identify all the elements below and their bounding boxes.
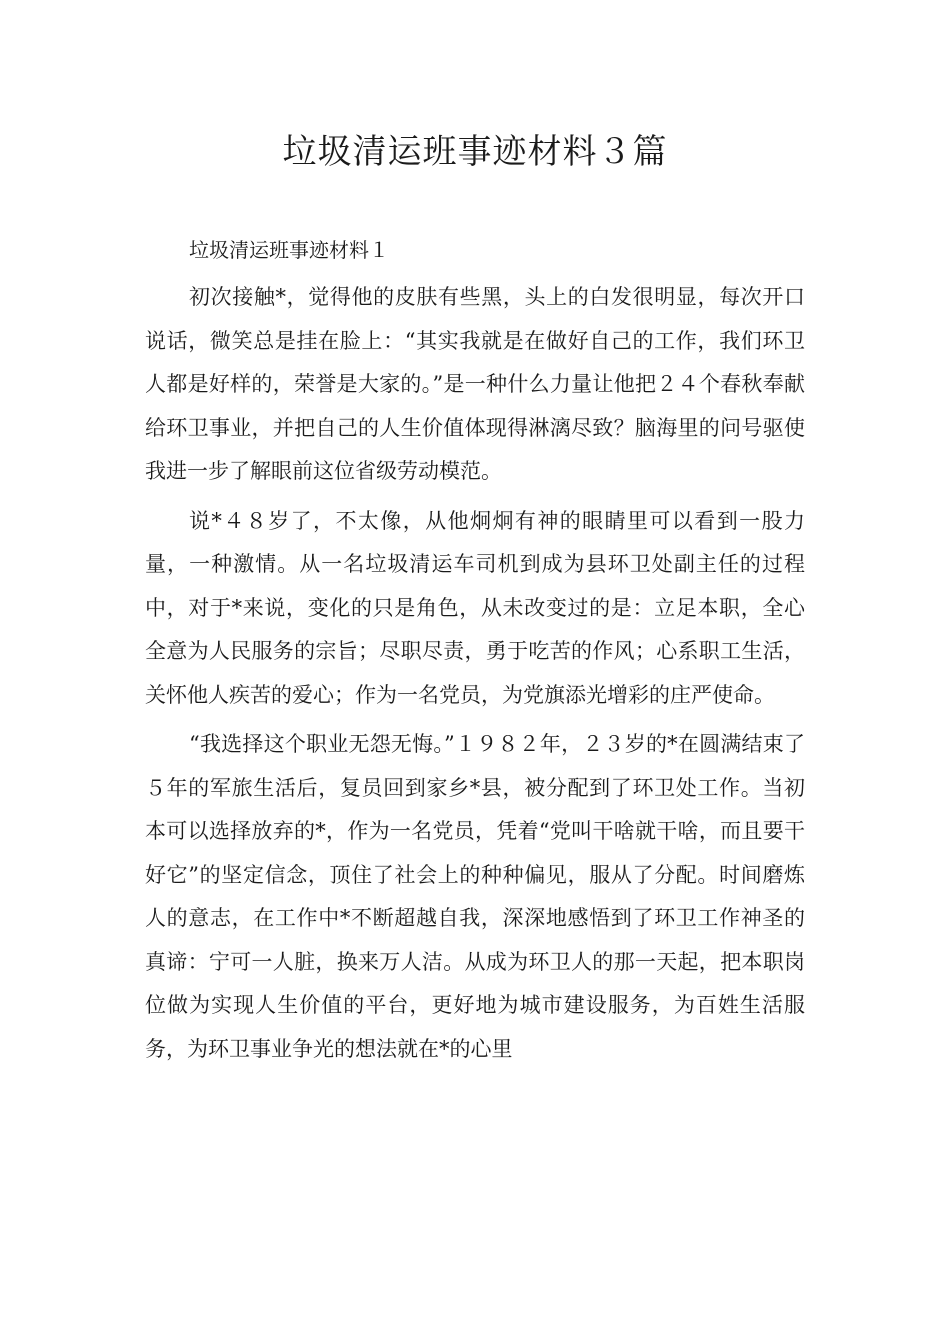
- paragraph-1: 初次接触*，觉得他的皮肤有些黑，头上的白发很明显，每次开口说话，微笑总是挂在脸上：“其实我就是在做好自己的工作，我们环卫人都是好样的，荣誉是大家的。”是一种什么力量让他把２４个春秋奉献给环卫事业，并把自己的人生价值体现得淋漓尽致？脑海里的问号驱使我进一步了解眼前这位省级劳动模范。: [145, 285, 805, 483]
- document-title: 垃圾清运班事迹材料３篇: [282, 132, 668, 172]
- paragraph-3: “我选择这个职业无怨无悔。”１９８２年，２３岁的*在圆满结束了５年的军旅生活后，复员回到家乡*县，被分配到了环卫处工作。当初本可以选择放弃的*，作为一名党员，凭着“党叫干啥就干啥，而且要干好它”的坚定信念，顶住了社会上的种种偏见，服从了分配。时间磨炼人的意志，在工作中*不断超越自我，深深地感悟到了环卫工作神圣的真谛：宁可一人脏，换来万人洁。从成为环卫人的那一天起，把本职岗位做为实现人生价值的平台，更好地为城市建设服务，为百姓生活服务，为环卫事业争光的想法就在*的心里: [145, 732, 805, 1061]
- paragraph-2: 说*４８岁了，不太像，从他炯炯有神的眼睛里可以看到一股力量，一种激情。从一名垃圾清运车司机到成为县环卫处副主任的过程中，对于*来说，变化的只是角色，从未改变过的是：立足本职，全心全意为人民服务的宗旨；尽职尽责，勇于吃苦的作风；心系职工生活，关怀他人疾苦的爱心；作为一名党员，为党旗添光增彩的庄严使命。: [145, 508, 805, 707]
- document-body: [145, 232, 805, 1077]
- section-heading: 垃圾清运班事迹材料１: [189, 238, 389, 262]
